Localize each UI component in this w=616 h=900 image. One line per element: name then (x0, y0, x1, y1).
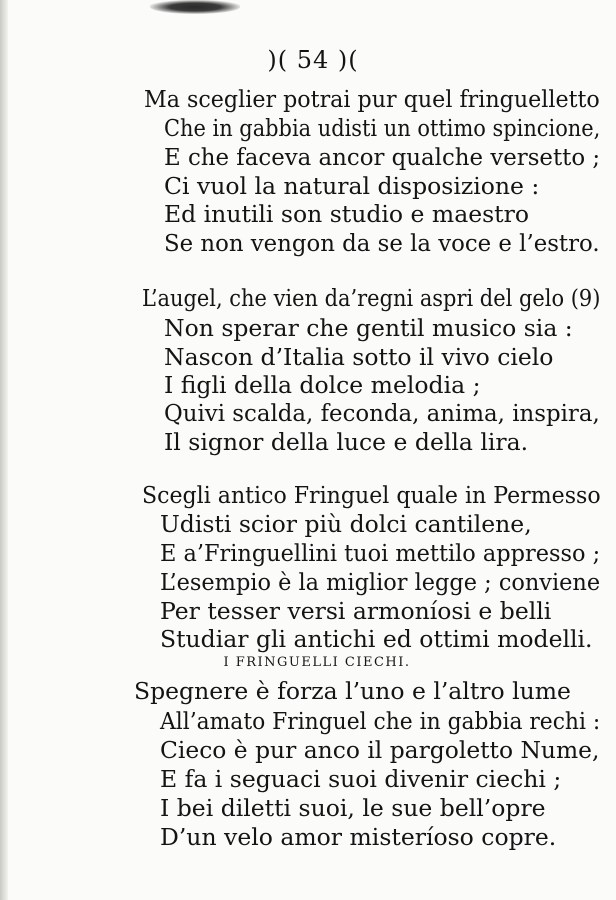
verse-line: Nascon d’Italia sotto il vivo cielo (164, 343, 554, 371)
verse-line: Scegli antico Fringuel quale in Permesso (142, 481, 601, 509)
verse-line: Cieco è pur anco il pargoletto Nume, (160, 736, 600, 764)
verse-line: L’esempio è la miglior legge ; conviene (160, 568, 601, 596)
verse-line: Il signor della luce e della lira. (164, 428, 529, 456)
verse-line: All’amato Fringuel che in gabbia rechi : (160, 707, 601, 735)
ink-blot (150, 0, 240, 14)
verse-line: Quivi scalda, feconda, anima, inspira, (164, 399, 600, 427)
verse-line: I figli della dolce melodia ; (164, 371, 481, 399)
verse-line: L’augel, che vien da’regni aspri del gelo (9) (142, 284, 601, 312)
verse-line: Ci vuol la natural disposizione : (164, 172, 540, 200)
verse-line: Studiar gli antichi ed ottimi modelli. (160, 625, 593, 653)
verse-line: Se non vengon da se la voce e l’estro. (164, 229, 600, 257)
verse-line: E fa i seguaci suoi divenir ciechi ; (160, 765, 562, 793)
verse-line: I bei diletti suoi, le sue bell’opre (160, 794, 546, 822)
page-edge-shadow (0, 0, 8, 900)
verse-line: Udisti scior più dolci cantilene, (160, 510, 532, 538)
page-number: )( 54 )( (267, 46, 359, 74)
verse-line: Per tesser versi armoníosi e belli (160, 597, 552, 625)
verse-line: D’un velo amor misteríoso copre. (160, 823, 557, 851)
verse-line: E che faceva ancor qualche versetto ; (164, 143, 601, 171)
verse-line: Spegnere è forza l’uno e l’altro lume (134, 677, 571, 705)
verse-line: E a’Fringuellini tuoi mettilo appresso ; (160, 539, 601, 567)
verse-line: Che in gabbia udisti un ottimo spincione, (164, 114, 601, 142)
verse-line: Non sperar che gentil musico sia : (164, 314, 573, 342)
verse-line: Ed inutili son studio e maestro (164, 200, 530, 228)
section-title: I FRINGUELLI CIECHI. (223, 655, 411, 670)
verse-line: Ma sceglier potrai pur quel fringuelletto (144, 85, 600, 113)
